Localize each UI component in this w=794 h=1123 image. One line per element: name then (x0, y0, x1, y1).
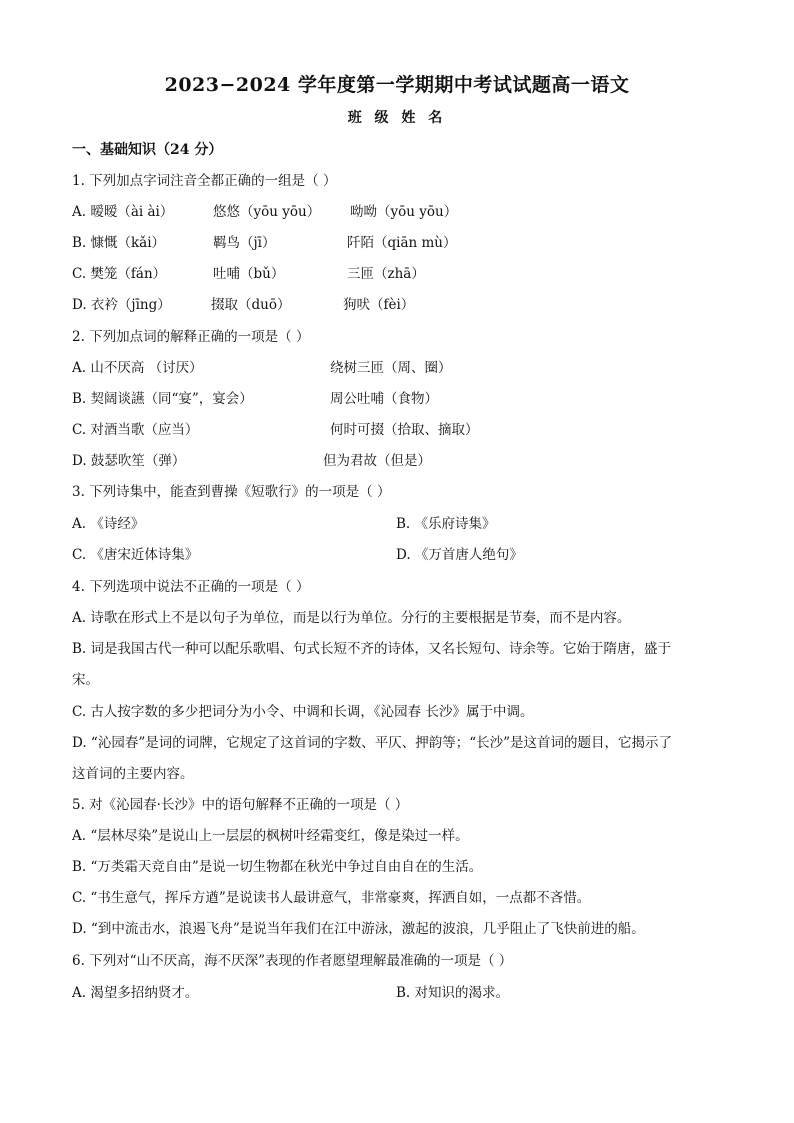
q3-option-c: C. 《唐宋近体诗集》 (72, 547, 199, 563)
question-4-stem: 4. 下列选项中说法不正确的一项是（ ） (72, 579, 310, 595)
q4-option-a: A. 诗歌在形式上不是以句子为单位，而是以行为单位。分行的主要根据是节奏，而不是内容。 (72, 610, 631, 626)
q1-option-c-item3: 三匝（zhā） (347, 266, 425, 282)
question-2-stem: 2. 下列加点词的解释正确的一项是（ ） (72, 329, 310, 345)
q2-option-a: A. 山不厌高 （讨厌） (72, 360, 203, 376)
q4-option-c: C. 古人按字数的多少把词分为小令、中调和长调，《沁园春 长沙》属于中调。 (72, 704, 534, 720)
q2-option-d-item2: 但为君故（但是） (323, 453, 431, 469)
q6-option-a: A. 渴望多招纳贤才。 (72, 985, 199, 1001)
q6-option-b: B. 对知识的渴求。 (396, 985, 510, 1001)
question-3-stem: 3. 下列诗集中，能查到曹操《短歌行》的一项是（ ） (72, 484, 391, 500)
q2-option-c-item2: 何时可掇（拾取、摘取） (330, 422, 479, 438)
q5-option-c: C. “书生意气，挥斥方遒”是说读书人最讲意气，非常豪爽，挥洒自如，一点都不吝惜。 (72, 890, 591, 906)
question-5-stem: 5. 对《沁园春·长沙》中的语句解释不正确的一项是（ ） (72, 797, 409, 813)
q2-option-d: D. 鼓瑟吹笙（弹） (72, 453, 186, 469)
question-1-stem: 1. 下列加点字词注音全都正确的一组是（ ） (72, 173, 337, 189)
q1-option-b-item3: 阡陌（qiān mù） (347, 235, 457, 251)
q2-option-a-item2: 绕树三匝（周、圈） (330, 360, 452, 376)
section-heading: 一、基础知识（24 分） (72, 142, 223, 158)
q2-option-b: B. 契阔谈讌（同“宴”，宴会） (72, 391, 253, 407)
q1-option-b: B. 慷慨（kǎi） (72, 235, 166, 251)
class-name-line: 班 级 姓 名 (347, 110, 447, 126)
q2-option-b-item2: 周公吐哺（食物） (330, 391, 438, 407)
q4-option-d-cont: 这首词的主要内容。 (72, 766, 194, 782)
q1-option-c: C. 樊笼（fán） (72, 266, 167, 282)
q1-option-d-item3: 狗吠（fèi） (343, 297, 415, 313)
q3-option-a: A. 《诗经》 (72, 516, 145, 532)
q1-option-a: A. 暧暧（ài ài） (72, 204, 174, 220)
q3-option-d: D. 《万首唐人绝句》 (396, 547, 523, 563)
q1-option-d: D. 衣衿（jīng） (72, 297, 171, 313)
q3-option-b: B. 《乐府诗集》 (396, 516, 496, 532)
q4-option-d: D. “沁园春”是词的词牌，它规定了这首词的字数、平仄、押韵等；“长沙”是这首词的题目，它揭示了 (72, 735, 673, 751)
q4-option-b-cont: 宋。 (72, 672, 99, 688)
q5-option-d: D. “到中流击水，浪遏飞舟”是说当年我们在江中游泳，激起的波浪，几乎阻止了飞快前进的船。 (72, 921, 645, 937)
q1-option-c-item2: 吐哺（bǔ） (213, 266, 285, 282)
q1-option-a-item2: 悠悠（yōu yōu） (213, 204, 321, 220)
q4-option-b: B. 词是我国古代一种可以配乐歌唱、句式长短不齐的诗体，又名长短句、诗余等。它始于隋唐，盛于 (72, 641, 672, 657)
question-6-stem: 6. 下列对“山不厌高，海不厌深”表现的作者愿望理解最准确的一项是（ ） (72, 953, 513, 969)
q1-option-b-item2: 羁鸟（jī） (213, 235, 276, 251)
q2-option-c: C. 对酒当歌（应当） (72, 422, 199, 438)
q5-option-b: B. “万类霜天竞自由”是说一切生物都在秋光中争过自由自在的生活。 (72, 859, 483, 875)
q1-option-d-item2: 掇取（duō） (211, 297, 291, 313)
q1-option-a-item3: 呦呦（yōu yōu） (350, 204, 458, 220)
page-title: 2023−2024 学年度第一学期期中考试试题高一语文 (164, 74, 630, 96)
q5-option-a: A. “层林尽染”是说山上一层层的枫树叶经霜变红，像是染过一样。 (72, 828, 469, 844)
